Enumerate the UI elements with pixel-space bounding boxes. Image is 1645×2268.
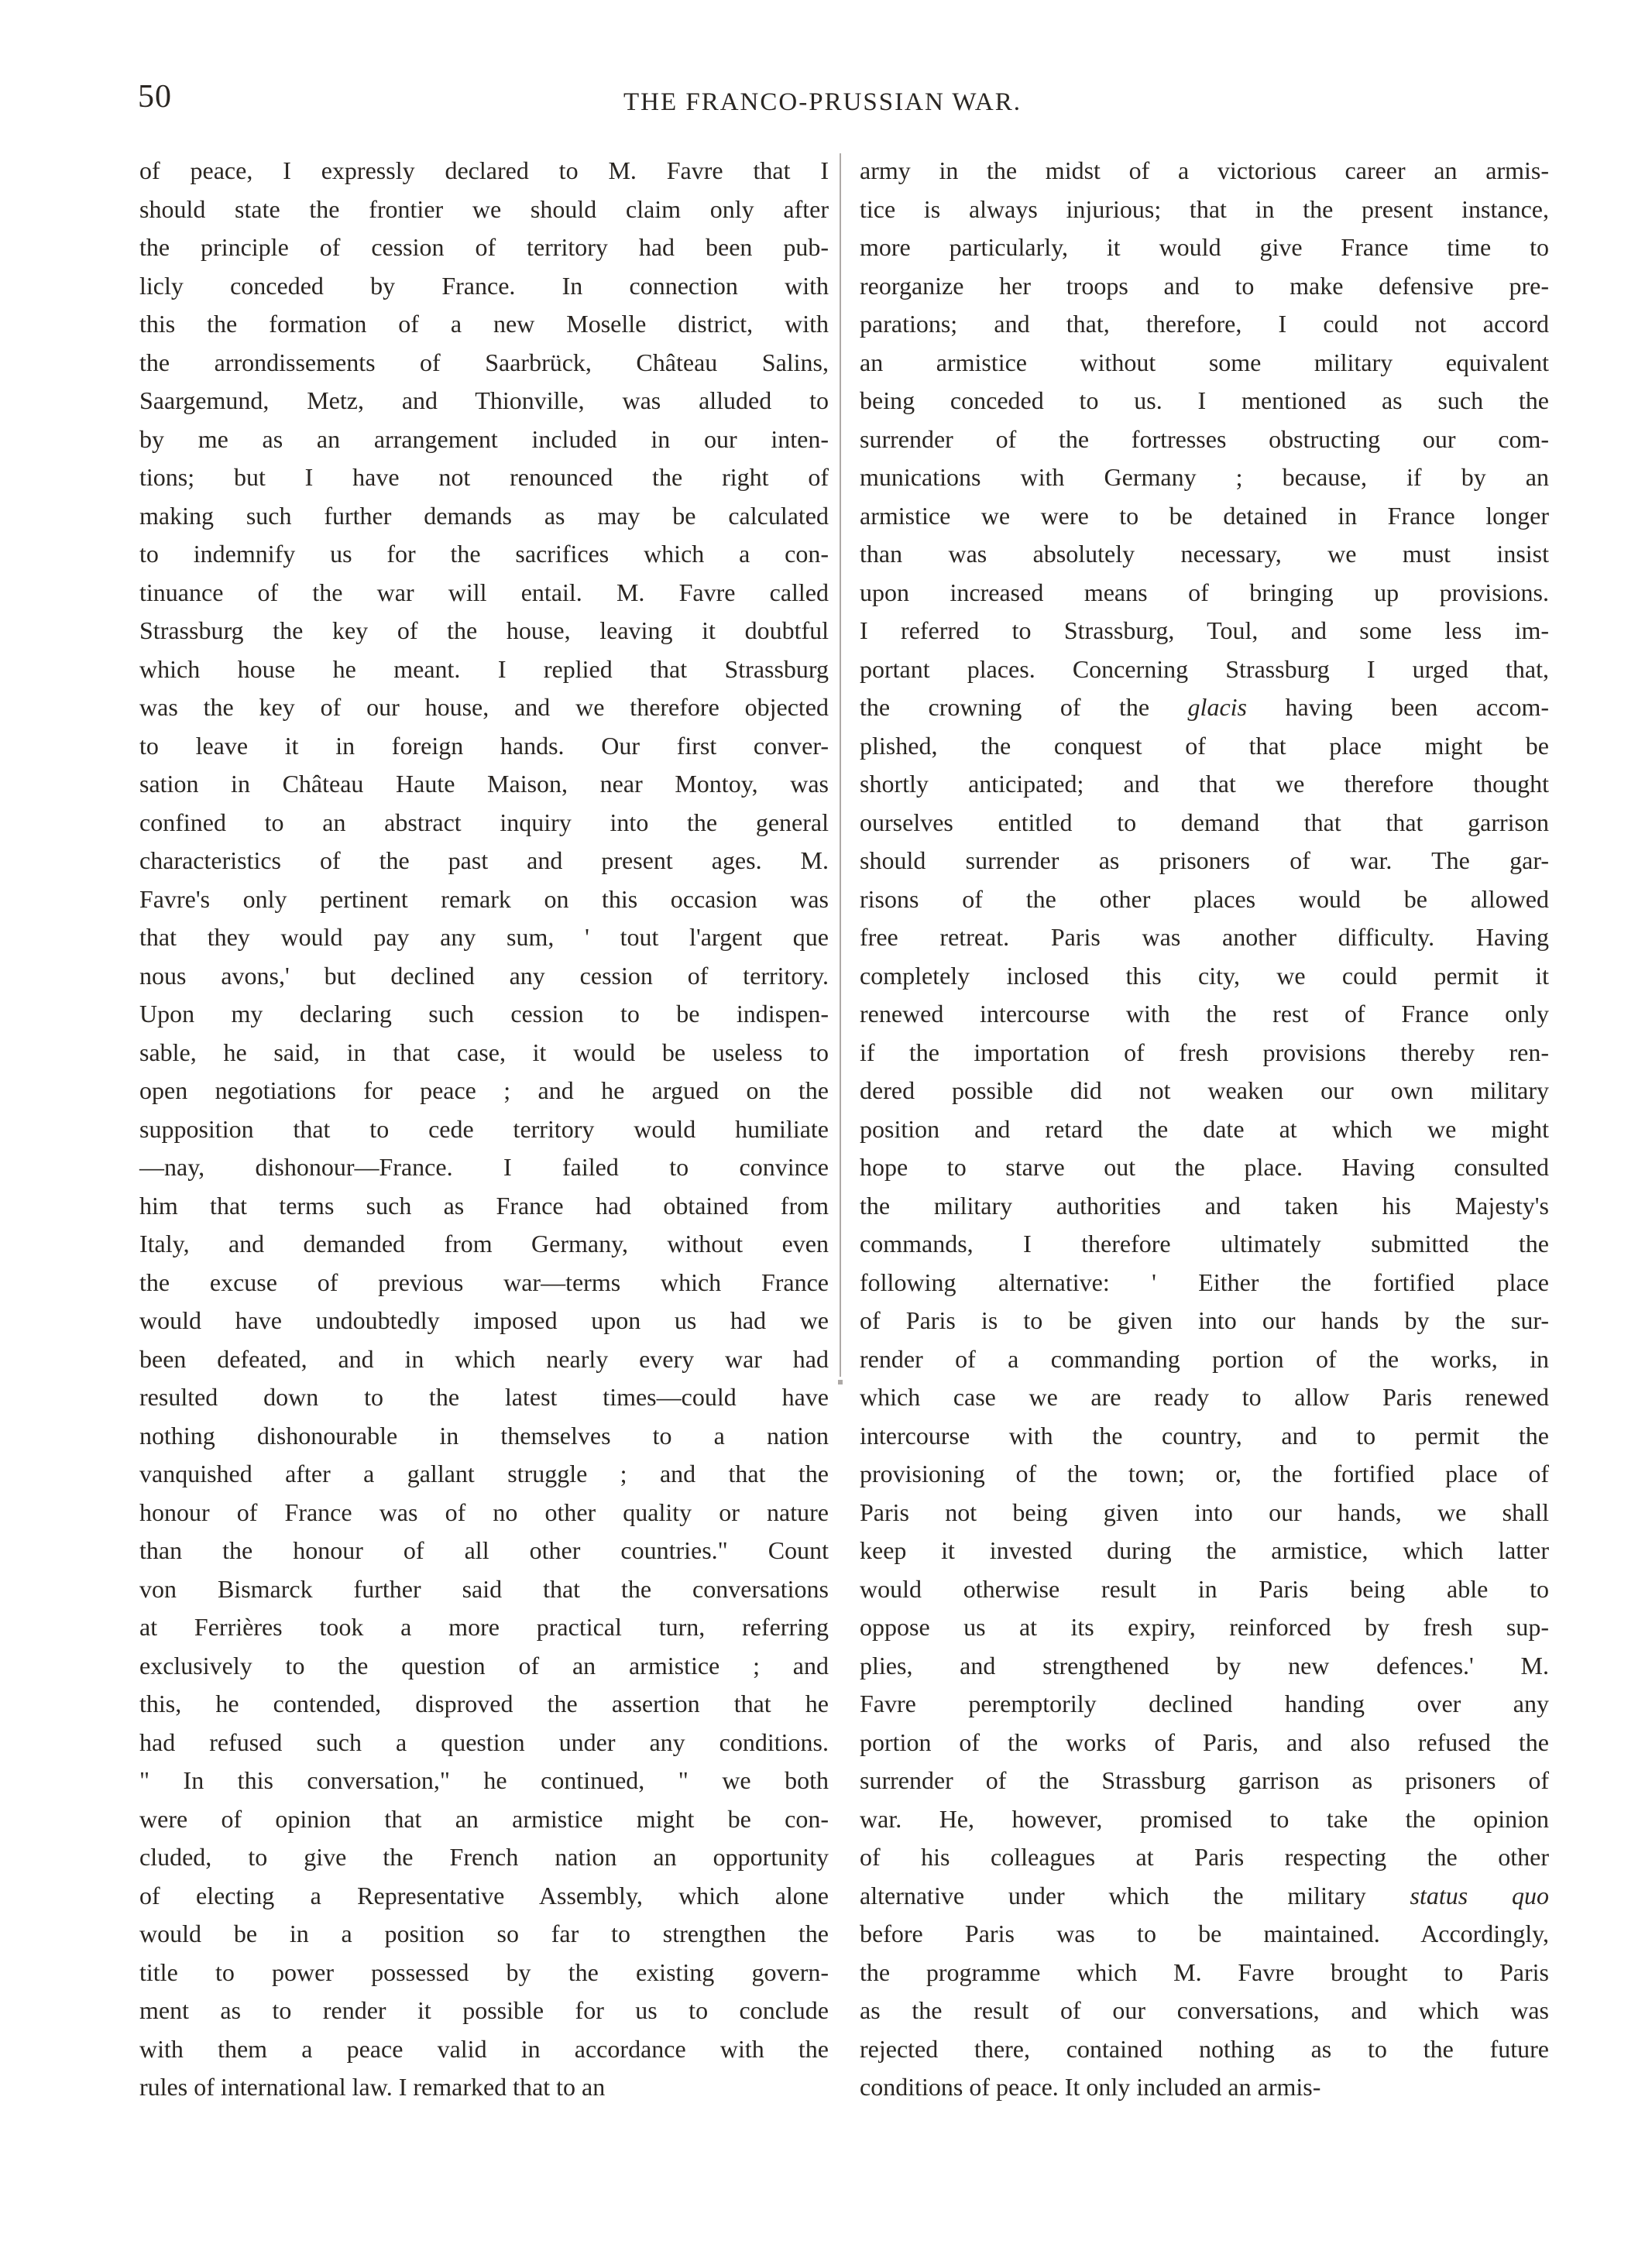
text-line (860, 574, 1549, 612)
line-text: this the formation of a new Moselle district, with (139, 310, 829, 338)
line-text: sation in Château Haute Maison, near Montoy, was (139, 770, 829, 798)
line-text: tice is always injurious; that in the present instance, (860, 194, 1549, 223)
line-text: completely inclosed this city, we could permit it (860, 961, 1549, 990)
text-line (860, 2030, 1549, 2069)
text-line (860, 1608, 1549, 1647)
text-line (860, 1378, 1549, 1417)
line-text: oppose us at its expiry, reinforced by fresh sup- (860, 1613, 1549, 1641)
text-line (139, 1570, 829, 1609)
line-text: munications with Germany ; because, if by an (860, 463, 1549, 491)
line-text: of his colleagues at Paris respecting the other (860, 1843, 1549, 1871)
line-text: Saargemund, Metz, and Thionville, was alluded to (139, 386, 829, 414)
text-line (139, 880, 829, 919)
line-text: shortly anticipated; and that we therefore thought (860, 770, 1549, 798)
column-divider (840, 153, 841, 1377)
text-line (860, 1455, 1549, 1494)
line-text: surrender of the Strassburg garrison as prisoners of (860, 1766, 1549, 1794)
line-text: exclusively to the question of an armistice ; and (139, 1651, 829, 1680)
text-line (860, 1724, 1549, 1762)
line-text: an armistice without some military equivalent (860, 348, 1549, 376)
text-line (860, 1838, 1549, 1877)
left-column (139, 152, 829, 2107)
text-line (860, 1110, 1549, 1149)
line-text: would be in a position so far to strengthen the (139, 1920, 829, 1947)
text-line (860, 1647, 1549, 1686)
line-text: of peace, I expressly declared to M. Favre that I (139, 156, 829, 184)
line-text: vanquished after a gallant struggle ; and that the (139, 1460, 829, 1487)
text-line (139, 1110, 829, 1149)
text-line (139, 1417, 829, 1456)
line-text: being conceded to us. I mentioned as such the (860, 386, 1549, 414)
text-line (860, 1992, 1549, 2030)
text-line (139, 267, 829, 306)
line-text: nous avons,' but declined any cession of territory. (139, 961, 829, 990)
line-text: Strassburg the key of the house, leaving it doubtful (139, 616, 829, 644)
line-text: honour of France was of no other quality or nature (139, 1498, 829, 1526)
line-text: by me as an arrangement included in our inten- (139, 424, 829, 453)
text-line (139, 650, 829, 689)
text-line (860, 995, 1549, 1034)
text-line (139, 1762, 829, 1800)
text-line (139, 1608, 829, 1647)
text-line (139, 305, 829, 344)
line-text: were of opinion that an armistice might be con- (139, 1804, 829, 1833)
line-text: resulted down to the latest times—could have (139, 1383, 829, 1411)
line-text: of Paris is to be given into our hands by the sur- (860, 1306, 1549, 1334)
text-line (860, 152, 1549, 190)
line-text: should surrender as prisoners of war. The gar- (860, 846, 1549, 874)
text-line (139, 1685, 829, 1724)
line-text: was the key of our house, and we therefore objected (139, 693, 829, 721)
text-line (860, 1187, 1549, 1226)
text-line (139, 727, 829, 766)
text-line (860, 190, 1549, 229)
line-text: portant places. Concerning Strassburg I urged that, (860, 654, 1549, 683)
text-line (139, 1455, 829, 1494)
line-text: making such further demands as may be calculated (139, 501, 829, 530)
line-text: title to power possessed by the existing govern- (139, 1957, 829, 1986)
line-text: characteristics of the past and present ages. M. (139, 846, 829, 874)
text-line (860, 1800, 1549, 1839)
line-text: tions; but I have not renounced the right of (139, 463, 829, 491)
line-text: army in the midst of a victorious career an armis- (860, 156, 1549, 184)
line-text: the crowning of the (860, 693, 1188, 721)
text-line (860, 1302, 1549, 1340)
text-line (139, 1915, 829, 1954)
text-line (139, 1838, 829, 1877)
page-number: 50 (138, 79, 172, 115)
text-line (139, 765, 829, 804)
text-line (860, 267, 1549, 306)
line-text: Paris not being given into our hands, we shall (860, 1498, 1549, 1526)
text-line (860, 1340, 1549, 1379)
line-text: of electing a Representative Assembly, which alone (139, 1881, 829, 1909)
text-line (139, 804, 829, 842)
text-line (139, 842, 829, 880)
text-line (139, 497, 829, 536)
line-text: ment as to render it possible for us to conclude (139, 1996, 829, 2024)
line-text: than the honour of all other countries." Count (139, 1536, 829, 1564)
text-line (860, 880, 1549, 919)
line-text: keep it invested during the armistice, which latter (860, 1536, 1549, 1564)
text-line (139, 995, 829, 1034)
line-text: conditions of peace. It only included an armis- (860, 2073, 1321, 2101)
line-text: to leave it in foreign hands. Our first conver- (139, 731, 829, 760)
text-line (139, 458, 829, 497)
text-line (860, 305, 1549, 344)
text-line (139, 1034, 829, 1072)
text-line (860, 1417, 1549, 1456)
line-text: as the result of our conversations, and which was (860, 1996, 1549, 2024)
line-text: confined to an abstract inquiry into the general (139, 808, 829, 836)
text-line (139, 190, 829, 229)
line-text: ourselves entitled to demand that that garrison (860, 808, 1549, 836)
text-line (139, 1532, 829, 1570)
text-line (860, 918, 1549, 957)
line-text: had refused such a question under any conditions. (139, 1728, 829, 1756)
text-line (860, 1954, 1549, 1992)
line-text: rejected there, contained nothing as to the future (860, 2034, 1549, 2063)
text-line (860, 1494, 1549, 1532)
line-text-tail: having been accom- (1246, 693, 1550, 721)
text-line (860, 382, 1549, 420)
text-line (860, 650, 1549, 689)
text-line (860, 420, 1549, 459)
text-line (860, 1915, 1549, 1954)
line-text: reorganize her troops and to make defensive pre- (860, 271, 1549, 300)
text-line (860, 1225, 1549, 1264)
text-line (139, 957, 829, 996)
running-head: THE FRANCO-PRUSSIAN WAR. (623, 88, 1022, 116)
text-line (139, 382, 829, 420)
line-text: alternative under which the military (860, 1881, 1410, 1909)
text-line (860, 458, 1549, 497)
text-line (860, 228, 1549, 267)
text-line (139, 1724, 829, 1762)
text-line (139, 612, 829, 650)
text-line (860, 804, 1549, 842)
text-line (139, 1378, 829, 1417)
line-text: —nay, dishonour—France. I failed to convince (139, 1153, 829, 1181)
line-text: sable, he said, in that case, it would be useless to (139, 1038, 829, 1066)
line-text: surrender of the fortresses obstructing our com- (860, 424, 1549, 453)
line-text: licly conceded by France. In connection with (139, 271, 829, 300)
line-text: the programme which M. Favre brought to Paris (860, 1957, 1549, 1986)
text-line (139, 688, 829, 727)
text-line (139, 1800, 829, 1839)
text-line (139, 1992, 829, 2030)
line-text: before Paris was to be maintained. Accordingly, (860, 1920, 1549, 1947)
line-text: rules of international law. I remarked that to an (139, 2073, 606, 2101)
line-text: would have undoubtedly imposed upon us had we (139, 1306, 829, 1334)
text-line (139, 1340, 829, 1379)
text-line (860, 727, 1549, 766)
text-line (860, 612, 1549, 650)
text-line (139, 1225, 829, 1264)
line-text: provisioning of the town; or, the fortified place of (860, 1460, 1549, 1487)
text-line (860, 497, 1549, 536)
line-text: portion of the works of Paris, and also refused the (860, 1728, 1549, 1756)
text-line (860, 1685, 1549, 1724)
text-line (860, 842, 1549, 880)
line-text: nothing dishonourable in themselves to a nation (139, 1421, 829, 1450)
text-line (860, 1877, 1549, 1916)
text-line (139, 574, 829, 612)
text-line (860, 344, 1549, 383)
italic-term-status-quo: status quo (1410, 1881, 1550, 1909)
line-text: following alternative: ' Either the fortified place (860, 1268, 1549, 1296)
text-line (860, 1762, 1549, 1800)
text-line (139, 1647, 829, 1686)
line-text: Italy, and demanded from Germany, without even (139, 1230, 829, 1258)
text-line (139, 918, 829, 957)
line-text: this, he contended, disproved the assertion that he (139, 1690, 829, 1717)
line-text: free retreat. Paris was another difficulty. Having (860, 923, 1549, 951)
line-text: open negotiations for peace ; and he argued on the (139, 1076, 829, 1104)
text-line (139, 344, 829, 383)
line-text: at Ferrières took a more practical turn, referring (139, 1613, 829, 1641)
text-line (860, 765, 1549, 804)
right-column (860, 152, 1549, 2107)
text-line (860, 1532, 1549, 1570)
line-text: with them a peace valid in accordance with the (139, 2034, 829, 2063)
text-line (139, 420, 829, 459)
line-text: plies, and strengthened by new defences.' M. (860, 1651, 1549, 1680)
text-line (860, 1148, 1549, 1187)
line-text: " In this conversation," he continued, " we both (139, 1766, 829, 1794)
line-text: Upon my declaring such cession to be indispen- (139, 1000, 829, 1028)
text-line (139, 1954, 829, 1992)
line-text: supposition that to cede territory would humiliate (139, 1114, 829, 1143)
italic-term-glacis: glacis (1187, 693, 1247, 721)
line-text: renewed intercourse with the rest of France only (860, 1000, 1549, 1028)
line-text: more particularly, it would give France time to (860, 233, 1549, 261)
text-line (139, 2030, 829, 2069)
line-text: war. He, however, promised to take the opinion (860, 1804, 1549, 1833)
text-line (139, 1494, 829, 1532)
line-text: to indemnify us for the sacrifices which a con- (139, 540, 829, 568)
line-text: which house he meant. I replied that Strassburg (139, 654, 829, 683)
line-text: hope to starve out the place. Having consulted (860, 1153, 1549, 1181)
line-text: Favre's only pertinent remark on this occasion was (139, 884, 829, 913)
text-line (139, 2068, 829, 2107)
line-text: the principle of cession of territory had been pub- (139, 233, 829, 261)
line-text: render of a commanding portion of the works, in (860, 1344, 1549, 1373)
line-text: the military authorities and taken his Majesty's (860, 1191, 1549, 1220)
text-line (139, 535, 829, 574)
line-text: been defeated, and in which nearly every war had (139, 1344, 829, 1373)
line-text: intercourse with the country, and to permit the (860, 1421, 1549, 1450)
line-text: cluded, to give the French nation an opportunity (139, 1843, 829, 1871)
line-text: commands, I therefore ultimately submitted the (860, 1230, 1549, 1258)
line-text: the excuse of previous war—terms which France (139, 1268, 829, 1296)
text-line (139, 152, 829, 190)
text-line (139, 228, 829, 267)
line-text: armistice we were to be detained in France longer (860, 501, 1549, 530)
line-text: parations; and that, therefore, I could not accord (860, 310, 1549, 338)
line-text: risons of the other places would be allowed (860, 884, 1549, 913)
line-text: plished, the conquest of that place might be (860, 731, 1549, 760)
line-text: dered possible did not weaken our own military (860, 1076, 1549, 1104)
text-line (860, 957, 1549, 996)
text-line (860, 1072, 1549, 1110)
text-line (860, 688, 1549, 727)
line-text: tinuance of the war will entail. M. Favre called (139, 578, 829, 606)
text-line (139, 1148, 829, 1187)
line-text: that they would pay any sum, ' tout l'argent que (139, 923, 829, 951)
line-text: I referred to Strassburg, Toul, and some less im- (860, 616, 1549, 644)
line-text: would otherwise result in Paris being able to (860, 1574, 1549, 1603)
line-text: him that terms such as France had obtained from (139, 1191, 829, 1220)
line-text: than was absolutely necessary, we must insist (860, 540, 1549, 568)
text-line (139, 1877, 829, 1916)
line-text: if the importation of fresh provisions thereby ren- (860, 1038, 1549, 1066)
text-line (139, 1072, 829, 1110)
line-text: position and retard the date at which we might (860, 1114, 1549, 1143)
line-text: von Bismarck further said that the conversations (139, 1574, 829, 1603)
line-text: the arrondissements of Saarbrück, Château Salins, (139, 348, 829, 376)
line-text: should state the frontier we should claim only after (139, 194, 829, 223)
text-line (139, 1302, 829, 1340)
text-line (860, 1034, 1549, 1072)
column-divider-mark (838, 1380, 843, 1384)
text-line (139, 1264, 829, 1302)
text-line (860, 1570, 1549, 1609)
text-line (860, 2068, 1549, 2107)
text-line (139, 1187, 829, 1226)
text-line (860, 1264, 1549, 1302)
line-text: upon increased means of bringing up provisions. (860, 578, 1549, 606)
line-text: Favre peremptorily declined handing over any (860, 1690, 1549, 1717)
line-text: which case we are ready to allow Paris renewed (860, 1383, 1549, 1411)
text-line (860, 535, 1549, 574)
